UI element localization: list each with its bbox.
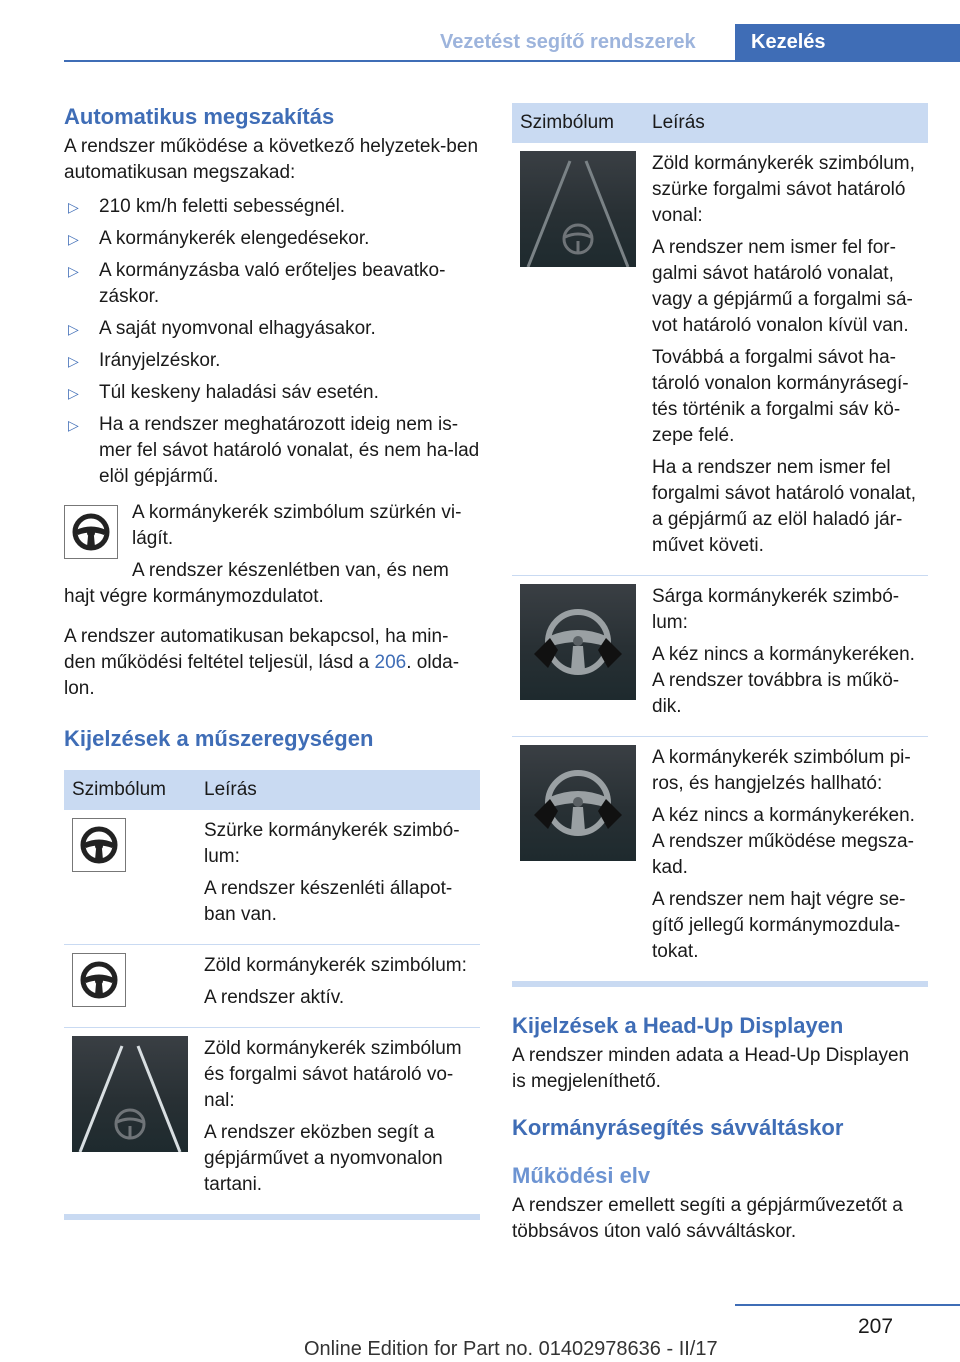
row-text: Továbbá a forgalmi sávot ha-tároló vonalon kormányrásegí-tés történik a forgalmi sáv kö-zepe felé. xyxy=(652,347,909,446)
table-row xyxy=(512,143,928,576)
table-end-rule xyxy=(512,982,928,987)
triangle-bullet-icon: ▷ xyxy=(68,385,79,401)
list-item-text: 210 km/h feletti sebességnél. xyxy=(99,196,346,217)
list-item-text: Irányjelzéskor. xyxy=(99,350,221,371)
list-item-text: A kormánykerék elengedésekor. xyxy=(99,228,370,249)
page-number: 207 xyxy=(858,1315,894,1338)
triangle-bullet-icon: ▷ xyxy=(68,353,79,369)
hud-text: A rendszer minden adata a Head-Up Displayen is megjeleníthető. xyxy=(512,1045,910,1092)
table-row xyxy=(512,576,928,737)
list-item xyxy=(64,316,480,342)
right-symbol-table xyxy=(512,103,928,982)
col-header-symbol: Szimbólum xyxy=(512,103,644,143)
left-column xyxy=(64,100,480,1220)
row-text: Zöld kormánykerék szimbólum, szürke forgalmi sávot határoló vonal: xyxy=(652,153,915,226)
triangle-bullet-icon: ▷ xyxy=(68,199,79,215)
row-text: Zöld kormánykerék szimbólum és forgalmi sávot határoló vo-nal: xyxy=(204,1038,462,1111)
triangle-bullet-icon: ▷ xyxy=(68,417,79,433)
row-text: A rendszer aktív. xyxy=(204,987,345,1008)
header-section-title: Vezetést segítő rendszerek xyxy=(440,31,696,53)
triangle-bullet-icon: ▷ xyxy=(68,321,79,337)
list-item-text: A kormányzásba való erőteljes beavatko-záskor. xyxy=(99,260,446,307)
standby-note-line1: A kormánykerék szimbólum szürkén vi-lágít. xyxy=(132,502,462,549)
col-header-description: Leírás xyxy=(644,103,928,143)
hands-wheel-red-icon xyxy=(520,745,636,861)
row-text: A rendszer készenléti állapot-ban van. xyxy=(204,878,453,925)
list-item-text: Túl keskeny haladási sáv esetén. xyxy=(99,382,379,403)
heading-automatic-interruption: Automatikus megszakítás xyxy=(64,104,335,129)
col-header-symbol: Szimbólum xyxy=(64,770,196,810)
table-row xyxy=(512,737,928,982)
list-item xyxy=(64,226,480,252)
footer-rule xyxy=(735,1304,960,1306)
row-text: A rendszer eközben segít a gépjárművet a nyomvonalon tartani. xyxy=(204,1122,443,1195)
left-symbol-table xyxy=(64,770,480,1215)
header-rule xyxy=(64,60,960,62)
row-text: A kéz nincs a kormánykeréken. A rendszer továbbra is műkö-dik. xyxy=(652,644,915,717)
table-row xyxy=(64,945,480,1028)
heading-lane-change: Kormányrásegítés sávváltáskor xyxy=(512,1115,844,1140)
row-text: A rendszer nem hajt végre se-gítő jellegű kormánymozdula-tokat. xyxy=(652,889,906,962)
list-item xyxy=(64,380,480,406)
table-row xyxy=(64,810,480,945)
row-text: A kormánykerék szimbólum pi-ros, és hangjelzés hallható: xyxy=(652,747,911,794)
heading-hud: Kijelzések a Head-Up Displayen xyxy=(512,1013,844,1038)
list-item xyxy=(64,412,480,490)
row-text: A rendszer nem ismer fel for-galmi sávot határoló vonalat, vagy a gépjármű a forgalmi sá-vot határoló vonalon kívül van. xyxy=(652,237,913,336)
principle-text: A rendszer emellett segíti a gépjárművezetőt a többsávos úton való sávváltáskor. xyxy=(512,1195,903,1242)
header-chapter-tab: Kezelés xyxy=(735,24,960,60)
list-item-text: Ha a rendszer meghatározott ideig nem is-mer fel sávot határoló vonalat, és nem ha-lad elöl gépjármű. xyxy=(99,414,480,487)
row-text: A kéz nincs a kormánykeréken. A rendszer működése megsza-kad. xyxy=(652,805,915,878)
intro-text: A rendszer működése a következő helyzetek-ben automatikusan megszakad: xyxy=(64,136,479,183)
standby-note-line2: A rendszer készenlétben van, és nem hajt végre kormánymozdulatot. xyxy=(64,560,449,607)
auto-activation-part2: . olda-lon. xyxy=(64,652,460,699)
list-item xyxy=(64,258,480,310)
col-header-description: Leírás xyxy=(196,770,480,810)
edition-note: Online Edition for Part no. 01402978636 - II/17 xyxy=(304,1338,718,1360)
heading-principle: Működési elv xyxy=(512,1163,651,1188)
standby-note xyxy=(64,500,480,610)
list-item xyxy=(64,194,480,220)
row-text: Zöld kormánykerék szimbólum: xyxy=(204,955,467,976)
standby-wheel-box xyxy=(64,505,118,559)
triangle-bullet-icon: ▷ xyxy=(68,263,79,279)
interruption-list xyxy=(64,194,480,490)
row-text: Szürke kormánykerék szimbó-lum: xyxy=(204,820,460,867)
heading-instrument-cluster: Kijelzések a műszeregységen xyxy=(64,726,374,751)
auto-activation-part1: A rendszer automatikusan bekapcsol, ha min-den működési feltétel teljesül, lásd a xyxy=(64,626,449,673)
list-item-text: A saját nyomvonal elhagyásakor. xyxy=(99,318,376,339)
auto-activation-text xyxy=(64,624,480,702)
lane-lines-gray-icon xyxy=(520,151,636,267)
wheel-green-icon xyxy=(72,953,126,1007)
wheel-gray-icon xyxy=(72,818,126,872)
table-row xyxy=(64,1028,480,1215)
list-item xyxy=(64,348,480,374)
right-column xyxy=(512,100,928,1245)
page-reference-link[interactable]: 206 xyxy=(374,652,407,673)
row-text: Sárga kormánykerék szimbó-lum: xyxy=(652,586,900,633)
steering-wheel-icon xyxy=(64,505,118,559)
row-text: Ha a rendszer nem ismer fel forgalmi sávot határoló vonalat, a gépjármű az elöl haladó jár-művet követi. xyxy=(652,457,917,556)
table-end-rule xyxy=(64,1215,480,1220)
lane-lines-green-icon xyxy=(72,1036,188,1152)
hands-wheel-yellow-icon xyxy=(520,584,636,700)
triangle-bullet-icon: ▷ xyxy=(68,231,79,247)
